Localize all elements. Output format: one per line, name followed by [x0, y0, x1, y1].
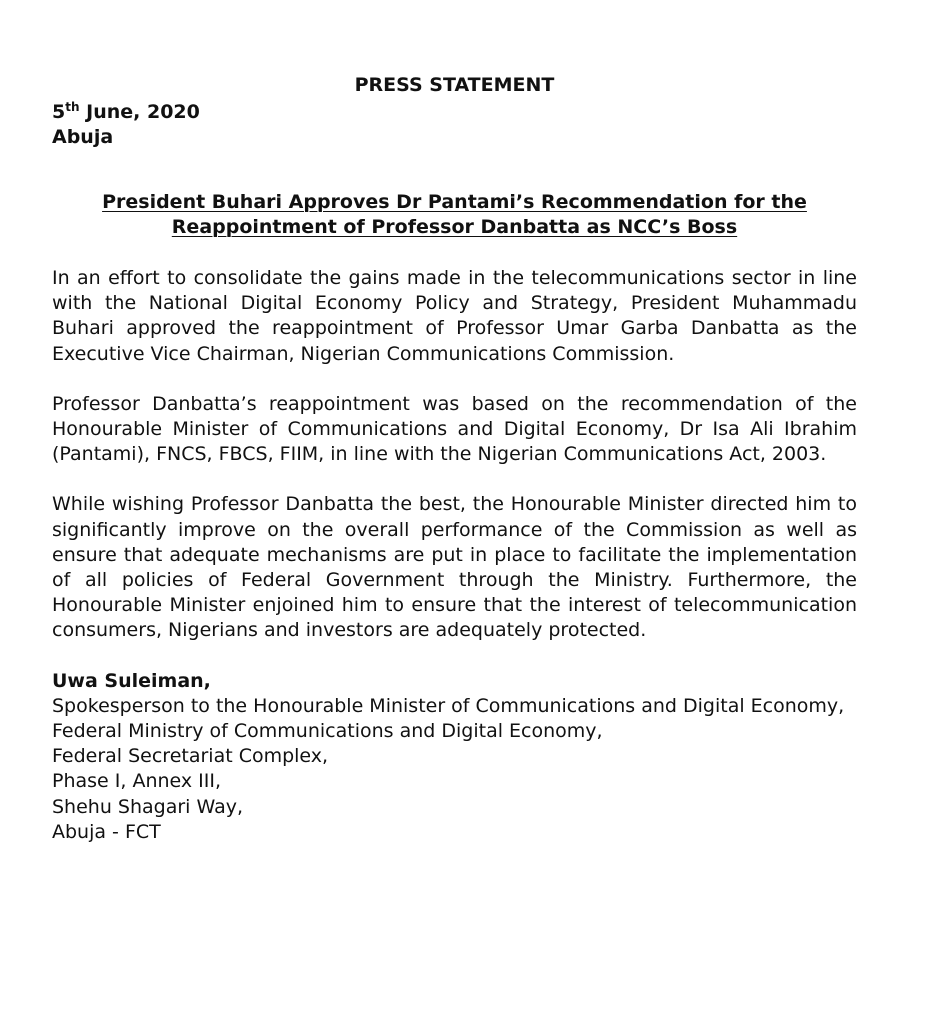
date-rest: June, 2020 [79, 101, 200, 123]
date-suffix: th [65, 100, 80, 114]
body-paragraph-2: Professor Danbatta’s reappointment was based on the recommendation of the Honourable Minister of Communications and Digital Economy, Dr Isa Ali Ibrahim (Pantami), FNCS, FBCS, FIIM, in line with the Nigerian Communications Act, 2003. [52, 392, 857, 466]
address-street: Shehu Shagari Way, [52, 795, 243, 818]
address-city: Abuja - FCT [52, 820, 161, 843]
statement-title [52, 190, 857, 240]
body-paragraph-1: In an effort to consolidate the gains made in the telecommunications sector in line with the National Digital Economy Policy and Strategy, President Muhammadu Buhari approved the reappointment of Professor Umar Garba Danbatta as the Executive Vice Chairman, Nigerian Communications Commission. [52, 267, 857, 365]
signatory-name: Uwa Suleiman, [52, 669, 211, 692]
date-line [52, 100, 857, 125]
body-paragraph-3: While wishing Professor Danbatta the best, the Honourable Minister directed him to significantly improve on the overall performance of the Commission as well as ensure that adequate mechanisms are put in place to facilitate the implementation of all policies of Federal Government through the Ministry. Furthermore, the Honourable Minister enjoined him to ensure that the interest of telecommunication consumers, Nigerians and investors are adequately protected. [52, 493, 857, 642]
document-heading: PRESS STATEMENT [354, 74, 555, 96]
location-line: Abuja [52, 126, 114, 148]
statement-title-line-2: Reappointment of Professor Danbatta as NCC’s Boss [171, 216, 738, 238]
address-phase: Phase I, Annex III, [52, 770, 222, 793]
address-complex: Federal Secretariat Complex, [52, 745, 329, 768]
signatory-ministry: Federal Ministry of Communications and Digital Economy, [52, 720, 603, 743]
signatory-role: Spokesperson to the Honourable Minister of Communications and Digital Economy, [52, 694, 845, 717]
statement-title-line-1: President Buhari Approves Dr Pantami’s Recommendation for the [102, 191, 807, 213]
signature-block [52, 669, 857, 845]
date-day: 5 [52, 101, 66, 123]
